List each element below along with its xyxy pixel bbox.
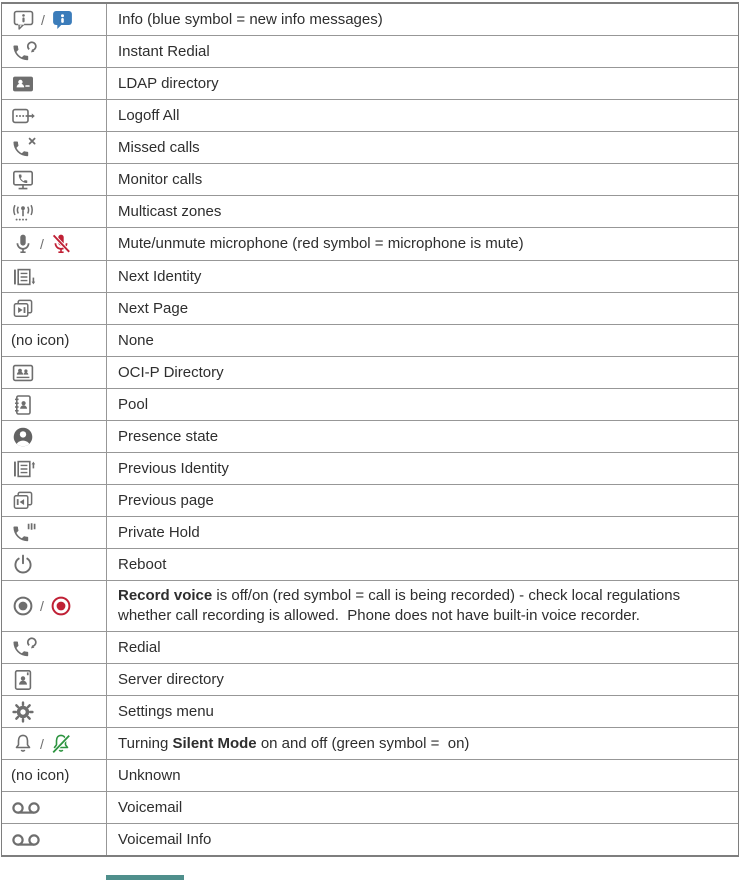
description-plain-text: Multicast zones — [118, 202, 222, 220]
table-row — [2, 485, 738, 517]
table-row — [2, 132, 738, 164]
cropped-next-element-bar — [106, 875, 184, 880]
description-plain-text: Turning — [118, 734, 173, 752]
record-off-icon — [11, 594, 35, 618]
table-row — [2, 293, 738, 325]
table-row — [2, 792, 738, 824]
icon-cell — [2, 261, 107, 292]
table-row — [2, 325, 738, 357]
description-plain-text: Previous Identity — [118, 459, 229, 477]
table-row — [2, 664, 738, 696]
table-row — [2, 389, 738, 421]
icon-separator: / — [40, 735, 44, 752]
description-cell — [107, 824, 738, 855]
description-cell — [107, 36, 738, 67]
description-plain-text: OCI-P Directory — [118, 363, 224, 381]
description-text — [118, 10, 383, 30]
description-cell — [107, 196, 738, 227]
description-plain-text: Unknown — [118, 766, 181, 784]
description-cell — [107, 164, 738, 195]
description-plain-text: Monitor calls — [118, 170, 203, 188]
record-on-icon — [49, 594, 73, 618]
description-text — [118, 138, 200, 158]
microphone-muted-icon — [49, 231, 73, 257]
table-row — [2, 4, 738, 36]
description-cell — [107, 581, 738, 631]
no-icon-label: (no icon) — [11, 767, 70, 784]
icon-cell — [2, 485, 107, 516]
description-plain-text: Previous page — [118, 491, 214, 509]
table-row — [2, 100, 738, 132]
icon-cell — [2, 4, 107, 35]
description-cell — [107, 68, 738, 99]
table-row — [2, 581, 738, 632]
private-hold-icon — [11, 521, 37, 545]
icon-cell — [2, 517, 107, 548]
description-cell — [107, 100, 738, 131]
description-plain-text: Voicemail Info — [118, 830, 212, 848]
table-row — [2, 228, 738, 261]
description-plain-text: Info (blue symbol = new info messages) — [118, 10, 383, 28]
table-row — [2, 357, 738, 389]
description-text — [118, 395, 148, 415]
icon-cell — [2, 68, 107, 99]
description-text — [118, 299, 188, 319]
reboot-icon — [11, 553, 35, 577]
description-text — [118, 638, 161, 658]
ocip-directory-icon — [11, 361, 35, 385]
description-plain-text: Settings menu — [118, 702, 214, 720]
description-text — [118, 170, 202, 190]
icon-separator: / — [41, 11, 45, 28]
description-cell — [107, 517, 738, 548]
icon-cell — [2, 453, 107, 484]
table-row — [2, 164, 738, 196]
icon-cell — [2, 36, 107, 67]
icon-cell — [2, 728, 107, 759]
icon-separator: / — [40, 236, 44, 252]
description-plain-text: Pool — [118, 395, 149, 413]
redial-icon — [11, 636, 37, 660]
table-row — [2, 728, 738, 760]
description-text — [118, 42, 210, 62]
description-text — [118, 427, 218, 447]
description-text — [118, 331, 154, 351]
description-text — [118, 830, 211, 850]
description-cell — [107, 228, 738, 260]
description-plain-text: Redial — [118, 638, 161, 656]
description-text — [118, 106, 179, 126]
table-row — [2, 696, 738, 728]
description-plain-text: Next Identity — [118, 267, 202, 285]
description-text — [118, 555, 166, 575]
previous-page-icon — [11, 489, 35, 513]
previous-identity-icon — [11, 457, 37, 481]
icon-cell — [2, 357, 107, 388]
icon-cell — [2, 196, 107, 227]
icon-cell — [2, 549, 107, 580]
icon-cell — [2, 421, 107, 452]
description-cell — [107, 453, 738, 484]
description-text — [118, 670, 224, 690]
icon-cell — [2, 792, 107, 823]
monitor-calls-icon — [11, 168, 35, 192]
description-plain-text: LDAP directory — [118, 74, 219, 92]
description-cell — [107, 293, 738, 324]
description-text — [118, 586, 726, 626]
description-bold-text: Silent Mode — [172, 734, 257, 752]
description-plain-text: Presence state — [118, 427, 219, 445]
table-row — [2, 824, 738, 855]
microphone-icon — [11, 231, 35, 257]
table-row — [2, 36, 738, 68]
table-row — [2, 517, 738, 549]
instant-redial-icon — [11, 40, 37, 64]
description-plain-text: is off/on (red symbol = call is being recorded) - check local regulations whether call recording is allowed. Phone does not have built-in voice recorder. — [118, 587, 685, 624]
icon-separator: / — [40, 598, 44, 614]
description-plain-text: Next Page — [118, 299, 189, 317]
icon-cell — [2, 824, 107, 855]
ldap-directory-icon — [11, 72, 35, 96]
info-outline-icon — [11, 8, 36, 32]
description-text — [118, 523, 200, 543]
description-plain-text: None — [118, 331, 154, 349]
description-cell — [107, 760, 738, 791]
description-cell — [107, 664, 738, 695]
description-plain-text: on and off (green symbol = on) — [256, 734, 470, 752]
icon-cell — [2, 228, 107, 260]
description-cell — [107, 696, 738, 727]
description-text — [118, 491, 214, 511]
table-row — [2, 261, 738, 293]
description-plain-text: Server directory — [118, 670, 224, 688]
icon-legend-table — [1, 2, 739, 857]
description-plain-text: Missed calls — [118, 138, 200, 156]
icon-cell — [2, 293, 107, 324]
description-text — [118, 734, 469, 754]
icon-cell — [2, 100, 107, 131]
table-row — [2, 453, 738, 485]
missed-calls-icon — [11, 136, 37, 160]
description-cell — [107, 261, 738, 292]
voicemail-info-icon — [11, 831, 41, 849]
logoff-all-icon — [11, 104, 37, 128]
description-text — [118, 363, 224, 383]
table-row — [2, 196, 738, 228]
table-row — [2, 760, 738, 792]
description-cell — [107, 325, 738, 356]
description-text — [118, 459, 229, 479]
description-plain-text: Private Hold — [118, 523, 200, 541]
description-text — [118, 798, 182, 818]
description-plain-text: Voicemail — [118, 798, 183, 816]
description-cell — [107, 421, 738, 452]
description-cell — [107, 549, 738, 580]
no-icon-label: (no icon) — [11, 332, 70, 349]
icon-cell — [2, 760, 107, 791]
description-cell — [107, 485, 738, 516]
description-cell — [107, 632, 738, 663]
info-new-messages-icon — [50, 8, 75, 32]
icon-cell — [2, 632, 107, 663]
description-text — [118, 766, 181, 786]
description-text — [118, 267, 201, 287]
description-text — [118, 202, 221, 222]
silent-mode-on-icon — [49, 732, 73, 756]
icon-cell — [2, 696, 107, 727]
icon-cell — [2, 164, 107, 195]
description-cell — [107, 357, 738, 388]
table-row — [2, 421, 738, 453]
description-text — [118, 74, 219, 94]
voicemail-icon — [11, 799, 41, 817]
description-bold-text: Record voice — [118, 587, 213, 604]
settings-gear-icon — [11, 700, 35, 724]
icon-cell — [2, 664, 107, 695]
description-text — [118, 702, 214, 722]
pool-icon — [11, 393, 35, 417]
table-row — [2, 549, 738, 581]
description-plain-text: Reboot — [118, 555, 167, 573]
icon-cell — [2, 132, 107, 163]
icon-cell — [2, 389, 107, 420]
description-cell — [107, 132, 738, 163]
table-row — [2, 632, 738, 664]
description-cell — [107, 792, 738, 823]
description-plain-text: Instant Redial — [118, 42, 210, 60]
next-identity-icon — [11, 265, 37, 289]
icon-cell — [2, 325, 107, 356]
presence-state-icon — [11, 425, 35, 449]
icon-cell — [2, 581, 107, 631]
description-cell — [107, 728, 738, 759]
server-directory-icon — [11, 668, 35, 692]
description-text — [118, 234, 524, 254]
silent-mode-off-icon — [11, 732, 35, 756]
next-page-icon — [11, 297, 35, 321]
description-plain-text: Mute/unmute microphone (red symbol = microphone is mute) — [118, 235, 524, 252]
description-plain-text: Logoff All — [118, 106, 180, 124]
description-cell — [107, 4, 738, 35]
table-row — [2, 68, 738, 100]
description-cell — [107, 389, 738, 420]
multicast-zones-icon — [11, 200, 35, 224]
